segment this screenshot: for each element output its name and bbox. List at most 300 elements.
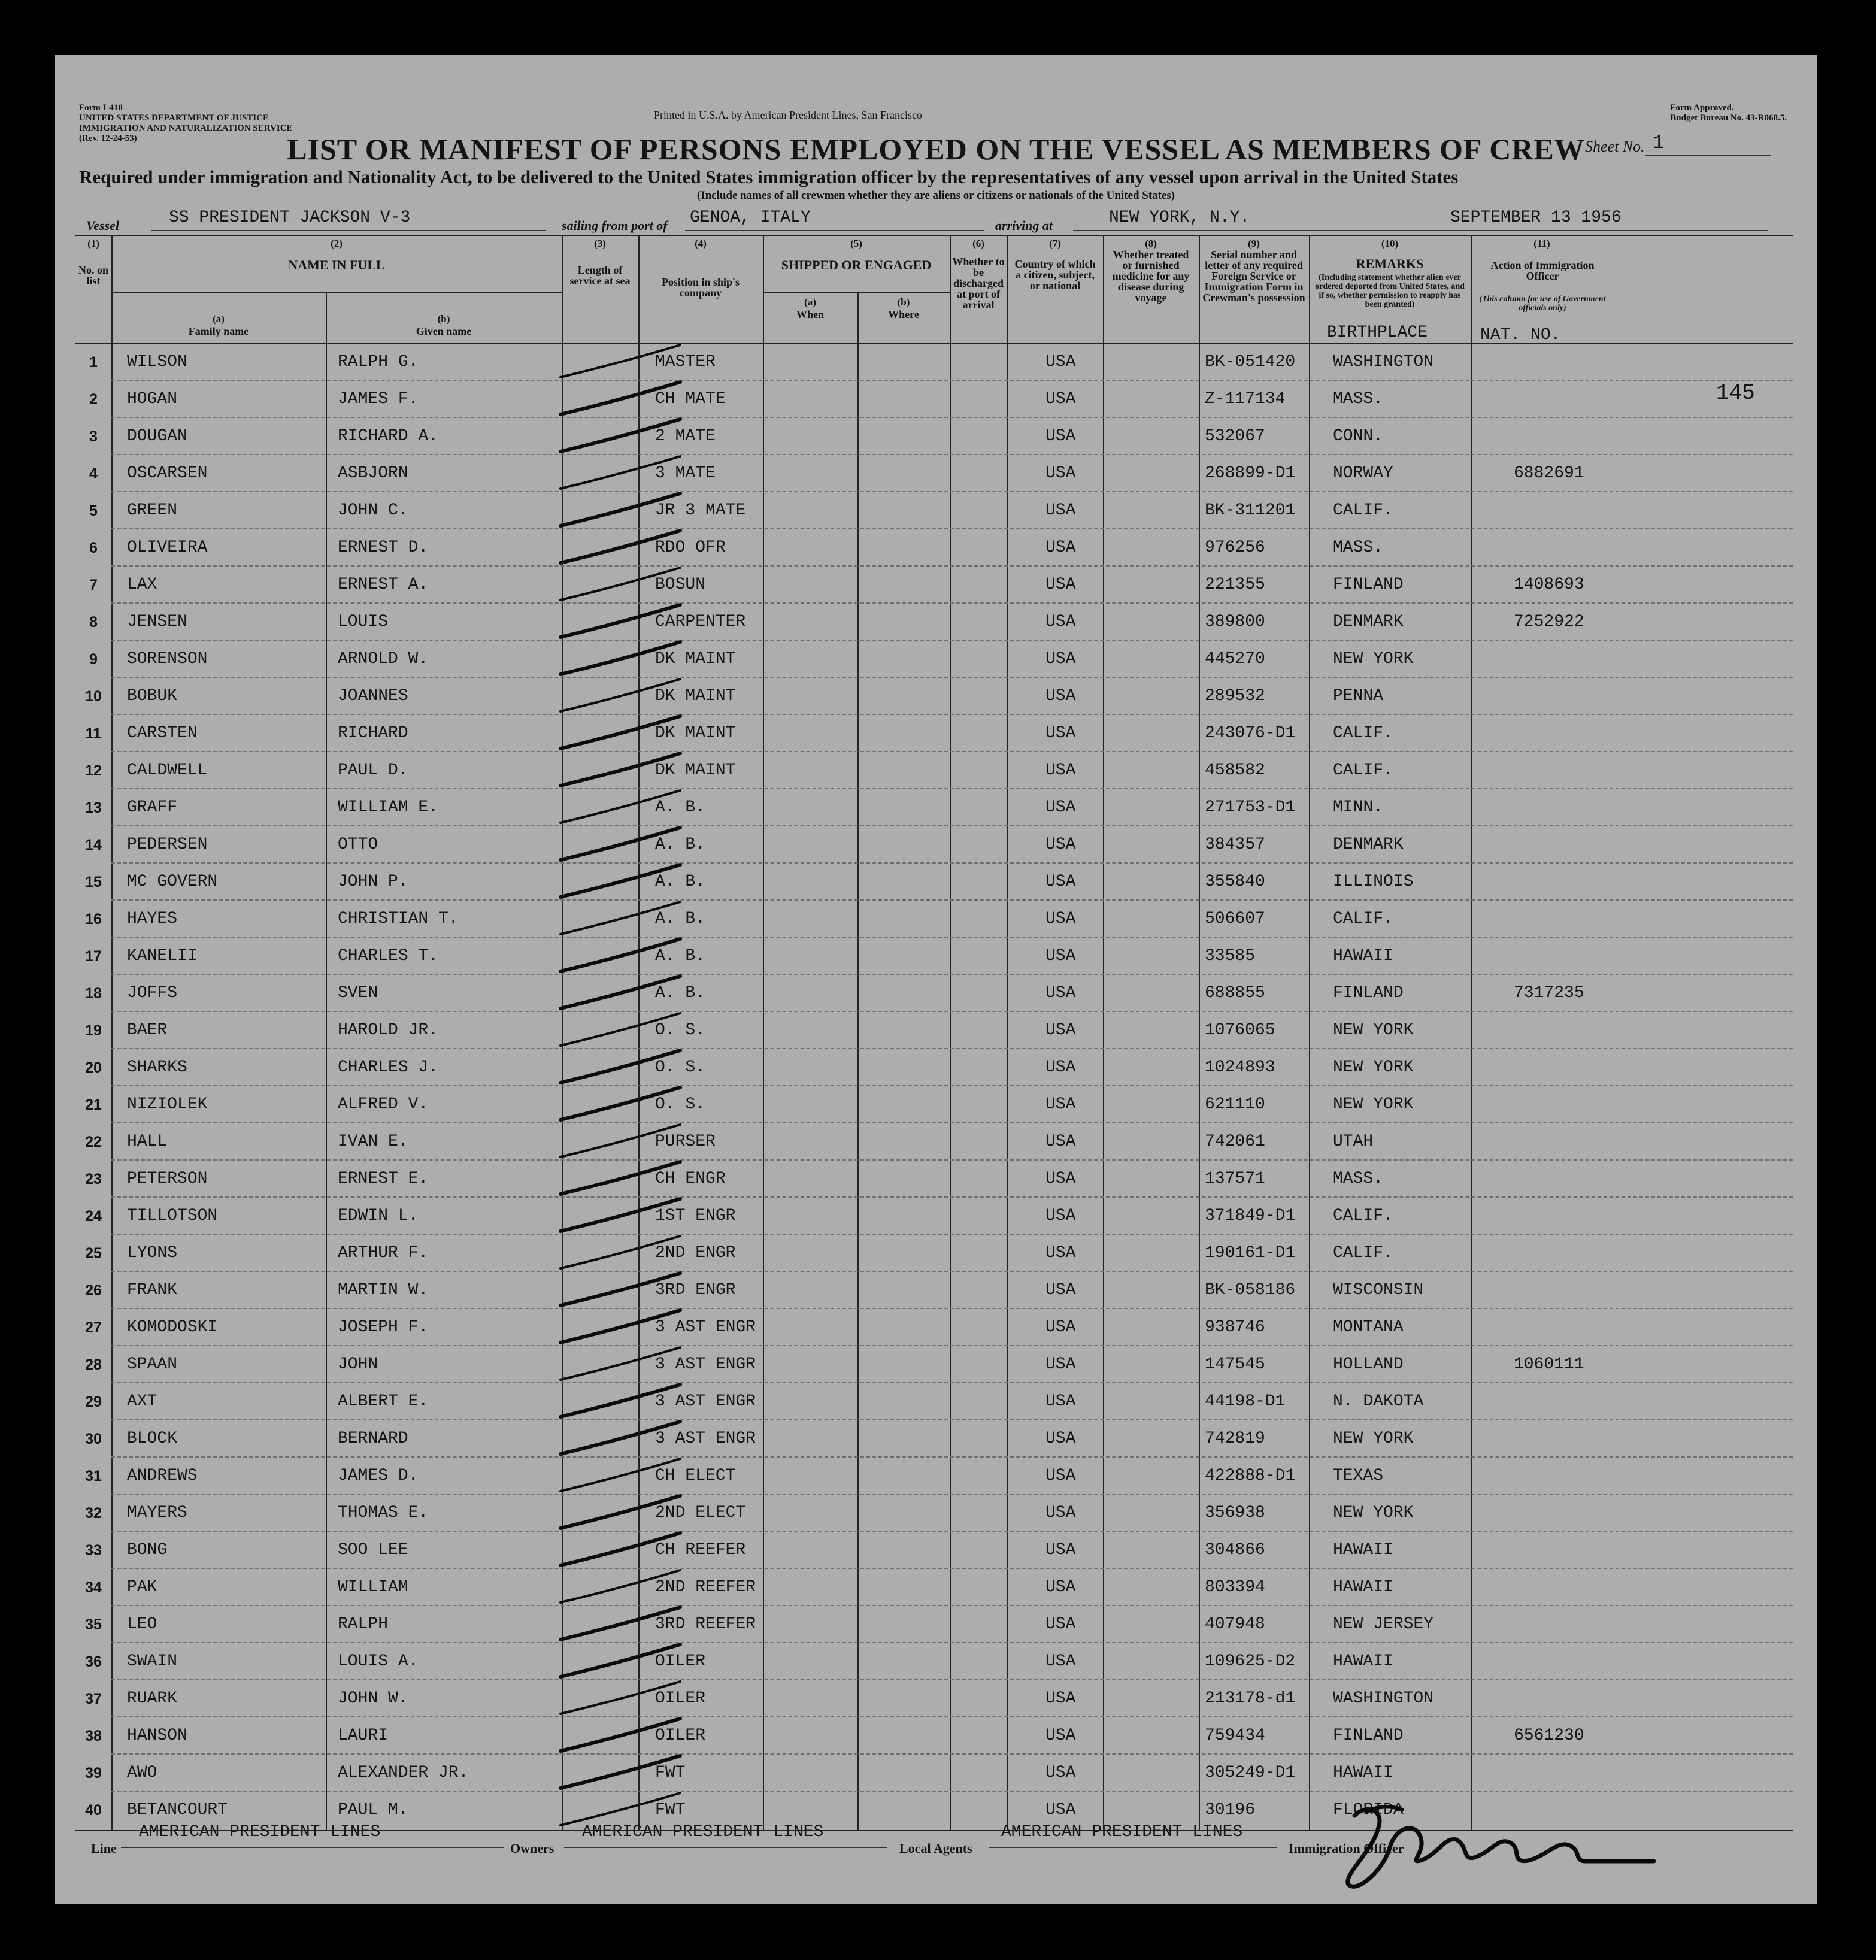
family-name: FRANK [127, 1281, 178, 1299]
row-number: 39 [85, 1765, 102, 1782]
family-name: NIZIOLEK [127, 1095, 208, 1114]
row-divider [111, 1679, 1793, 1680]
serial-number: 688855 [1205, 984, 1265, 1002]
row-divider [111, 380, 1793, 381]
family-name: ANDREWS [127, 1467, 198, 1485]
col-divider-1 [111, 235, 113, 1830]
position: 1ST ENGR [655, 1207, 736, 1225]
row-number: 10 [85, 688, 102, 705]
row-divider [111, 1494, 1793, 1495]
manifest-title: LIST OR MANIFEST OF PERSONS EMPLOYED ON THE VESSEL AS MEMBERS OF CREW [287, 132, 1585, 166]
family-name: MC GOVERN [127, 873, 218, 891]
row-number: 19 [85, 1022, 102, 1039]
row-divider [111, 491, 1793, 492]
given-name: ASBJORN [338, 464, 408, 483]
nat-number: 1060111 [1514, 1355, 1584, 1374]
given-name: JOANNES [338, 687, 408, 705]
position: CARPENTER [655, 613, 746, 631]
birthplace: CALIF. [1333, 1207, 1393, 1225]
row-number: 9 [89, 651, 98, 668]
col2a-sub: (a) [213, 313, 225, 325]
serial-number: 190161-D1 [1205, 1244, 1296, 1262]
position: 3RD REEFER [655, 1615, 756, 1634]
family-name: CALDWELL [127, 761, 208, 780]
position: 3 AST ENGR [655, 1392, 756, 1411]
col3-title: Length of service at sea [569, 264, 631, 287]
arrival-underline [1073, 230, 1768, 231]
country: USA [1045, 1281, 1076, 1299]
family-name: SPAAN [127, 1355, 178, 1374]
birthplace: N. DAKOTA [1333, 1392, 1424, 1411]
row-number: 6 [89, 540, 98, 556]
serial-number: 407948 [1205, 1615, 1265, 1634]
country: USA [1045, 1021, 1076, 1040]
row-divider [111, 751, 1793, 752]
given-name: CHARLES J. [338, 1058, 439, 1077]
country: USA [1045, 613, 1076, 631]
given-name: ERNEST E. [338, 1170, 429, 1188]
voyage-line [55, 202, 1817, 238]
given-name: LOUIS A. [338, 1652, 419, 1671]
serial-number: BK-058186 [1205, 1281, 1296, 1299]
agents-label: Local Agents [899, 1841, 972, 1856]
col-divider-4 [638, 235, 640, 1830]
given-name: MARTIN W. [338, 1281, 429, 1299]
officer-signature [1331, 1780, 1666, 1894]
position: DK MAINT [655, 724, 736, 743]
given-name: WILLIAM E. [338, 798, 439, 817]
col-divider-2 [326, 292, 327, 1830]
family-name: SHARKS [127, 1058, 187, 1077]
row-number: 25 [85, 1245, 102, 1262]
country: USA [1045, 1652, 1076, 1671]
given-name: ERNEST A. [338, 575, 429, 594]
given-name: JOSEPH F. [338, 1318, 429, 1337]
given-name: HAROLD JR. [338, 1021, 439, 1040]
country: USA [1045, 1095, 1076, 1114]
given-name: OTTO [338, 835, 378, 854]
birthplace: NEW YORK [1333, 1058, 1414, 1077]
serial-number: 621110 [1205, 1095, 1265, 1114]
given-name: ALFRED V. [338, 1095, 429, 1114]
birthplace: DENMARK [1333, 835, 1404, 854]
family-name: KANELII [127, 947, 198, 965]
position: FWT [655, 1764, 686, 1782]
line-value: AMERICAN PRESIDENT LINES [139, 1823, 381, 1841]
nat-number: 1408693 [1514, 575, 1584, 594]
col11-note: (This column for use of Government officials only) [1479, 295, 1606, 313]
row-number: 31 [85, 1468, 102, 1485]
serial-number: 356938 [1205, 1504, 1265, 1522]
row-number: 1 [89, 354, 98, 371]
family-name: HOGAN [127, 390, 178, 408]
row-number: 38 [85, 1728, 102, 1744]
serial-number: 803394 [1205, 1578, 1265, 1597]
col-divider-12 [1471, 235, 1472, 1830]
family-name: BETANCOURT [127, 1801, 228, 1819]
family-name: RUARK [127, 1689, 178, 1708]
birthplace: DENMARK [1333, 613, 1404, 631]
family-name: WILSON [127, 353, 187, 371]
row-divider [111, 1753, 1793, 1755]
given-name: ARTHUR F. [338, 1244, 429, 1262]
birthplace: NORWAY [1333, 464, 1393, 483]
given-name: EDWIN L. [338, 1207, 419, 1225]
serial-number: 422888-D1 [1205, 1467, 1296, 1485]
family-name: BLOCK [127, 1429, 178, 1448]
row-divider [111, 640, 1793, 641]
birthplace: HAWAII [1333, 1764, 1393, 1782]
family-name: JENSEN [127, 613, 187, 631]
row-number: 15 [85, 874, 102, 890]
birthplace: HAWAII [1333, 947, 1393, 965]
country: USA [1045, 1132, 1076, 1151]
birthplace: PENNA [1333, 687, 1384, 705]
serial-number: 137571 [1205, 1170, 1265, 1188]
position: DK MAINT [655, 761, 736, 780]
arrival-date: SEPTEMBER 13 1956 [1450, 208, 1622, 227]
row-divider [111, 1011, 1793, 1012]
col9-number: (9) [1248, 238, 1260, 249]
serial-number: 384357 [1205, 835, 1265, 854]
position: A. B. [655, 984, 706, 1002]
row-divider [111, 1048, 1793, 1049]
given-name: ERNEST D. [338, 538, 429, 557]
row-number: 23 [85, 1171, 102, 1187]
country: USA [1045, 538, 1076, 557]
row-number: 17 [85, 948, 102, 965]
row-number: 29 [85, 1393, 102, 1410]
agents-value: AMERICAN PRESIDENT LINES [1001, 1823, 1243, 1841]
family-name: BONG [127, 1541, 168, 1559]
row-number: 26 [85, 1282, 102, 1299]
position: A. B. [655, 873, 706, 891]
country: USA [1045, 427, 1076, 446]
birthplace: NEW YORK [1333, 650, 1414, 668]
vessel-label: Vessel [86, 218, 119, 233]
row-divider [111, 1159, 1793, 1161]
position: 3 AST ENGR [655, 1318, 756, 1337]
row-divider [111, 1345, 1793, 1346]
row-divider [111, 825, 1793, 826]
position: FWT [655, 1801, 686, 1819]
given-name: JOHN P. [338, 873, 408, 891]
given-name: PAUL M. [338, 1801, 408, 1819]
owners-label: Owners [510, 1841, 554, 1856]
line-label: Line [91, 1841, 117, 1856]
birthplace: CALIF. [1333, 724, 1393, 743]
serial-number: 389800 [1205, 613, 1265, 631]
col-divider-5 [763, 235, 764, 1830]
family-name: HALL [127, 1132, 168, 1151]
birthplace: CALIF. [1333, 761, 1393, 780]
position: OILER [655, 1689, 706, 1708]
col6-number: (6) [972, 238, 984, 249]
serial-number: Z-117134 [1205, 390, 1286, 408]
position: CH ELECT [655, 1467, 736, 1485]
row-divider [111, 565, 1793, 567]
position: O. S. [655, 1021, 706, 1040]
country: USA [1045, 1207, 1076, 1225]
row-divider [111, 899, 1793, 901]
row-divider [111, 937, 1793, 938]
family-name: CARSTEN [127, 724, 198, 743]
position: DK MAINT [655, 687, 736, 705]
given-name: RALPH [338, 1615, 389, 1634]
row-number: 8 [89, 614, 98, 631]
birthplace: MASS. [1333, 538, 1384, 557]
row-divider [111, 1642, 1793, 1643]
serial-number: 938746 [1205, 1318, 1265, 1337]
row-divider [111, 677, 1793, 678]
col2a-title: Family name [188, 325, 249, 337]
serial-number: 271753-D1 [1205, 798, 1296, 817]
birthplace: FINLAND [1333, 575, 1404, 594]
position: OILER [655, 1726, 706, 1745]
row-divider [111, 1716, 1793, 1717]
country: USA [1045, 464, 1076, 483]
row-divider [111, 528, 1793, 529]
nat-number: 6882691 [1514, 464, 1584, 483]
row-divider [111, 862, 1793, 864]
row-number: 3 [89, 428, 98, 445]
birthplace: UTAH [1333, 1132, 1374, 1151]
serial-number: 221355 [1205, 575, 1265, 594]
family-name: KOMODOSKI [127, 1318, 218, 1337]
position: 3 AST ENGR [655, 1355, 756, 1374]
country: USA [1045, 1429, 1076, 1448]
position: DK MAINT [655, 650, 736, 668]
serial-number: BK-311201 [1205, 501, 1296, 520]
country: USA [1045, 1355, 1076, 1374]
given-name: JAMES F. [338, 390, 419, 408]
col5b-sub: (b) [897, 296, 910, 308]
birthplace: WASHINGTON [1333, 353, 1434, 371]
row-number: 36 [85, 1653, 102, 1670]
nat-number: 7252922 [1514, 613, 1584, 631]
row-divider [111, 1234, 1793, 1235]
col-divider-10 [1199, 235, 1200, 1830]
row-number: 11 [85, 725, 102, 742]
family-name: PEDERSEN [127, 835, 208, 854]
birthplace: FLORIDA [1333, 1801, 1404, 1819]
given-name: IVAN E. [338, 1132, 408, 1151]
position: 2 MATE [655, 427, 716, 446]
revision-date: (Rev. 12-24-53) [79, 134, 137, 143]
family-name: GRAFF [127, 798, 178, 817]
department-name: UNITED STATES DEPARTMENT OF JUSTICE [79, 113, 269, 123]
serial-number: 109625-D2 [1205, 1652, 1296, 1671]
birthplace: NEW YORK [1333, 1429, 1414, 1448]
given-name: CHRISTIAN T. [338, 910, 459, 928]
sailing-label: sailing from port of [562, 218, 668, 233]
col4-number: (4) [695, 238, 707, 249]
col10-note: (Including statement whether alien ever ordered deported from United States, and if so, whether permission to reapply has been granted) [1315, 273, 1465, 309]
form-approved-text: Form Approved. [1670, 103, 1734, 113]
position: A. B. [655, 947, 706, 965]
row-number: 7 [89, 577, 98, 593]
serial-number: 1076065 [1205, 1021, 1275, 1040]
col-divider-11 [1309, 235, 1310, 1830]
row-divider [111, 454, 1793, 455]
birthplace: NEW YORK [1333, 1095, 1414, 1114]
row-divider [111, 974, 1793, 975]
country: USA [1045, 353, 1076, 371]
col8-number: (8) [1145, 238, 1157, 249]
row-number: 24 [85, 1208, 102, 1225]
form-number: Form I-418 [79, 103, 123, 113]
position: A. B. [655, 798, 706, 817]
serial-number: 445270 [1205, 650, 1265, 668]
country: USA [1045, 761, 1076, 780]
given-name: SOO LEE [338, 1541, 408, 1559]
country: USA [1045, 984, 1076, 1002]
row-number: 30 [85, 1431, 102, 1447]
birthplace: NEW YORK [1333, 1504, 1414, 1522]
col10-title: REMARKS [1356, 256, 1424, 271]
col7-number: (7) [1049, 238, 1061, 249]
country: USA [1045, 1504, 1076, 1522]
birthplace: MASS. [1333, 1170, 1384, 1188]
country: USA [1045, 650, 1076, 668]
vessel-underline [151, 230, 546, 231]
row-number: 40 [85, 1802, 102, 1819]
col5b-title: Where [888, 308, 919, 320]
family-name: BAER [127, 1021, 168, 1040]
given-name: JAMES D. [338, 1467, 419, 1485]
birthplace: ILLINOIS [1333, 873, 1414, 891]
nat-no-typed-header: NAT. NO. [1480, 326, 1561, 344]
position: CH ENGR [655, 1170, 726, 1188]
family-name: OLIVEIRA [127, 538, 208, 557]
serial-number: 243076-D1 [1205, 724, 1296, 743]
row-divider [111, 1531, 1793, 1532]
given-name: ALBERT E. [338, 1392, 429, 1411]
col2-title: NAME IN FULL [288, 258, 385, 272]
birthplace: TEXAS [1333, 1467, 1384, 1485]
position: PURSER [655, 1132, 716, 1151]
row-divider [111, 1308, 1793, 1309]
col-divider-7 [950, 235, 951, 1830]
country: USA [1045, 873, 1076, 891]
col1-number: (1) [87, 238, 99, 249]
given-name: WILLIAM [338, 1578, 408, 1597]
serial-number: 213178-d1 [1205, 1689, 1296, 1708]
nat-number: 6561230 [1514, 1726, 1584, 1745]
row-number: 4 [89, 465, 98, 482]
serial-number: 976256 [1205, 538, 1265, 557]
birthplace: WISCONSIN [1333, 1281, 1424, 1299]
country: USA [1045, 1058, 1076, 1077]
position: 2ND ELECT [655, 1504, 746, 1522]
col6-title: Whether to be discharged at port of arrival [952, 256, 1005, 311]
row-number: 27 [85, 1319, 102, 1336]
country: USA [1045, 1392, 1076, 1411]
given-name: RALPH G. [338, 353, 419, 371]
position: CH MATE [655, 390, 726, 408]
row-divider [111, 1382, 1793, 1383]
family-name: AWO [127, 1764, 157, 1782]
given-name: LAURI [338, 1726, 389, 1745]
given-name: CHARLES T. [338, 947, 439, 965]
vessel-name: SS PRESIDENT JACKSON V-3 [169, 208, 411, 227]
country: USA [1045, 687, 1076, 705]
serial-number: 742061 [1205, 1132, 1265, 1151]
position: 2ND ENGR [655, 1244, 736, 1262]
country: USA [1045, 1689, 1076, 1708]
row-divider [111, 417, 1793, 418]
col-divider-6 [857, 292, 859, 1830]
col5-number: (5) [850, 238, 862, 249]
country: USA [1045, 798, 1076, 817]
row-number: 28 [85, 1356, 102, 1373]
birthplace: HAWAII [1333, 1541, 1393, 1559]
position: 3RD ENGR [655, 1281, 736, 1299]
row-number: 16 [85, 911, 102, 928]
birthplace: HOLLAND [1333, 1355, 1404, 1374]
row-number: 20 [85, 1059, 102, 1076]
birthplace: CALIF. [1333, 1244, 1393, 1262]
family-name: PETERSON [127, 1170, 208, 1188]
serial-number: 289532 [1205, 687, 1265, 705]
given-name: JOHN [338, 1355, 378, 1374]
col5-title: SHIPPED OR ENGAGED [781, 258, 932, 272]
row-number: 18 [85, 985, 102, 1002]
table-top-border [75, 235, 1793, 236]
country: USA [1045, 501, 1076, 520]
row-divider [111, 788, 1793, 789]
country: USA [1045, 1170, 1076, 1188]
arriving-label: arriving at [995, 218, 1053, 233]
country: USA [1045, 947, 1076, 965]
given-name: JOHN W. [338, 1689, 408, 1708]
col2b-title: Given name [416, 325, 472, 337]
country: USA [1045, 1467, 1076, 1485]
serial-number: 30196 [1205, 1801, 1256, 1819]
given-name: ARNOLD W. [338, 650, 429, 668]
birthplace: FINLAND [1333, 1726, 1404, 1745]
col-divider-9 [1103, 235, 1104, 1830]
serial-number: 506607 [1205, 910, 1265, 928]
given-name: JOHN C. [338, 501, 408, 520]
country: USA [1045, 390, 1076, 408]
col2-number: (2) [331, 238, 343, 249]
position: RDO OFR [655, 538, 726, 557]
row-number: 33 [85, 1542, 102, 1559]
sheet-label: Sheet No. [1585, 138, 1645, 155]
line-underline [121, 1847, 504, 1848]
row-number: 2 [89, 391, 98, 408]
officer-label: Immigration Officer [1289, 1841, 1404, 1856]
row-number: 35 [85, 1616, 102, 1633]
given-name: LOUIS [338, 613, 389, 631]
birthplace: HAWAII [1333, 1578, 1393, 1597]
family-name: SORENSON [127, 650, 208, 668]
col-divider-8 [1007, 235, 1008, 1830]
position: A. B. [655, 910, 706, 928]
serial-number: 742819 [1205, 1429, 1265, 1448]
col3-number: (3) [594, 238, 606, 249]
country: USA [1045, 1244, 1076, 1262]
printer-note: Printed in U.S.A. by American President Lines, San Francisco [654, 109, 922, 121]
position: OILER [655, 1652, 706, 1671]
sheet-underline [1645, 155, 1771, 156]
col5a-sub: (a) [804, 296, 816, 308]
serial-number: 305249-D1 [1205, 1764, 1296, 1782]
given-name: RICHARD [338, 724, 408, 743]
row-divider [111, 714, 1793, 715]
family-name: LEO [127, 1615, 157, 1634]
